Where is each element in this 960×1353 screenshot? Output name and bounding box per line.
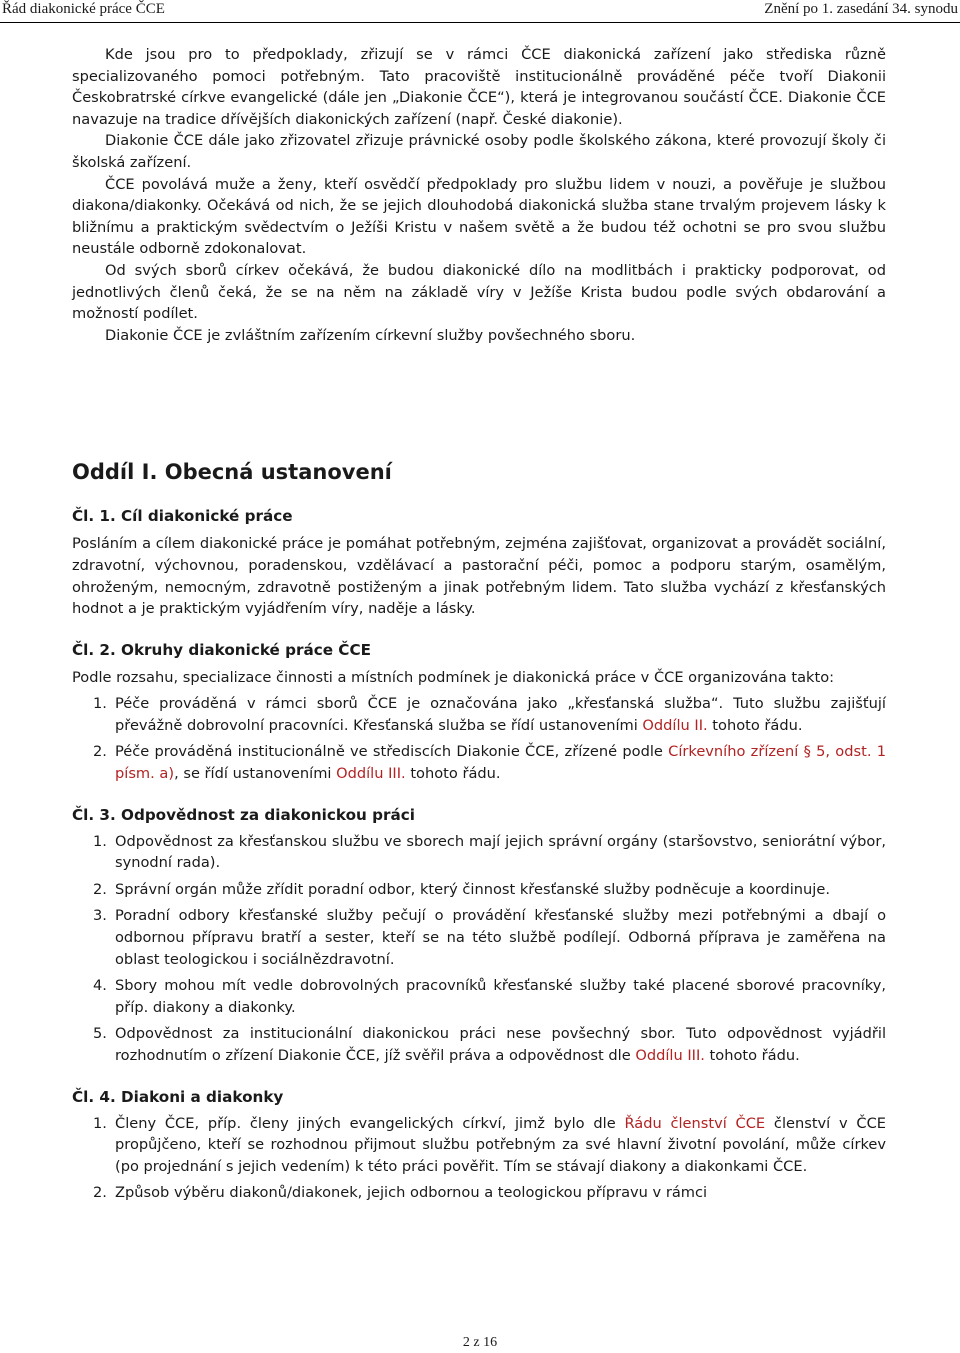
intro-paragraph: ČCE povolává muže a ženy, kteří osvědčí předpoklady pro službu lidem v nouzi, a pověřuje je službou diakona/diakonky. Očekává od nich, že se jejich dlouhodobá diakonická služba stane trvalým projevem lásky k bližnímu a praktickým svědectvím o Ježíši Kristu v našem světě a že budou též ochotni se pro svou službu neustále odborně zdokonalovat. [72,175,886,258]
intro-paragraph: Diakonie ČCE dále jako zřizovatel zřizuje právnické osoby podle školského zákona, které provozují školy či školská zařízení. [72,132,886,171]
list-item [72,693,886,736]
article-4-list [72,1113,886,1204]
intro-paragraph: Kde jsou pro to předpoklady, zřizují se v rámci ČCE diakonická zařízení jako střediska různě specializovaného pomoci potřebným. Tato pracoviště institucionálně prováděné péče tvoří Diakonii Českobratrské církve evangelické (dále jen „Diakonie ČCE“), která je integrovanou součástí ČCE. Diakonie ČCE navazuje na tradice dřívějších diakonických zařízení (např. České diakonie). [72,46,886,128]
list-item [72,741,886,784]
header-version: Znění po 1. zasedání 34. synodu [764,1,958,17]
list-text: tohoto řádu. [707,716,803,734]
article-1-title: Čl. 1. Cíl diakonické práce [72,507,293,526]
list-item [72,975,886,1018]
intro-paragraph: Diakonie ČCE je zvláštním zařízením církevní služby povšechného sboru. [105,326,636,344]
article-4-title: Čl. 4. Diakoni a diakonky [72,1087,284,1106]
intro [72,44,886,346]
list-number: 5. [93,1025,107,1043]
intro-paragraph: Od svých sborů církev očekává, že budou diakonické dílo na modlitbách i prakticky podporovat, od jednotlivých členů čeká, že se na něm na základě víry v Ježíše Krista budou podle svých obdarování a možností podílet. [72,261,886,323]
list-item [72,1182,886,1204]
article-1-text: Posláním a cílem diakonické práce je pomáhat potřebným, zejména zajišťovat, organizovat a provádět sociální, zdravotní, výchovnou, poradenskou, vzdělávací a pastorační péči, pomoc a podporu starým, osamělým, ohroženým, nemocným, zdravotně postiženým a jinak potřebným lidem. Tato služba vychází z křesťanských hodnot a je praktickým vyjádřením víry, naděje a lásky. [72,535,886,618]
link-oddil-2[interactable]: Oddílu II. [642,716,708,734]
page-number: 2 z 16 [462,1335,498,1350]
article-2-list [72,693,886,784]
header-document-title: Řád diakonické práce ČCE [2,1,165,17]
link-rad-clenstvi[interactable]: Řádu členství ČCE [624,1114,766,1132]
list-text: Správní orgán může zřídit poradní odbor, který činnost křesťanské služby podněcuje a koordinuje. [115,880,830,898]
list-item [72,1113,886,1178]
list-number: 2. [93,1184,107,1202]
article-3-list [72,831,886,1067]
list-item [72,831,886,874]
list-item [72,1023,886,1066]
list-text: členství v ČCE propůjčeno, kteří se rozhodnou přijmout službu potřebným za své hlavní životní povolání, může církev (po projednání s jejich vedením) k této práci pověřit. Tím se stávají diakony a diakonkami ČCE. [115,1114,886,1175]
section-title: Oddíl I. Obecná ustanovení [72,460,392,485]
list-item [72,905,886,970]
list-text: tohoto řádu. [704,1047,800,1064]
link-oddil-3[interactable]: Oddílu III. [336,765,406,783]
list-text: Péče prováděná institucionálně ve střediscích Diakonie ČCE, zřízené podle [115,743,669,761]
list-text: tohoto řádu. [405,765,501,783]
list-text: Odpovědnost za institucionální diakonickou práci nese povšechný sbor. Tuto odpovědnost vyjádřil rozhodnutím o zřízení Diakonie ČCE, jíž svěřil práva a odpovědnost dle [115,1025,886,1064]
document-body [72,44,886,1209]
list-number: 1. [93,695,107,713]
list-number: 4. [93,977,107,995]
list-number: 2. [93,743,107,761]
list-number: 2. [93,880,107,898]
link-cirkevni-zrizeni[interactable]: Církevního zřízení § 5, odst. 1 písm. a) [115,743,887,783]
article-3-title: Čl. 3. Odpovědnost za diakonickou práci [72,805,415,824]
list-text: Odpovědnost za křesťanskou službu ve sborech mají jejich správní orgány (staršovstvo, seniorátní výbor, synodní rada). [115,832,886,872]
article-2-title: Čl. 2. Okruhy diakonické práce ČCE [72,640,371,659]
list-number: 1. [93,832,107,850]
list-item [72,879,886,901]
list-number: 3. [93,907,107,925]
page-header [0,0,960,23]
list-number: 1. [93,1114,107,1132]
list-text: Členy ČCE, příp. členy jiných evangelických církví, jimž bylo dle [115,1114,625,1132]
link-oddil-3[interactable]: Oddílu III. [635,1047,705,1064]
list-text: Poradní odbory křesťanské služby pečují o provádění křesťanské služby mezi potřebnými a dbají o odbornou přípravu bratří a sester, kteří se na této službě podílejí. Odborná příprava je zaměřena na oblast teologickou i sociálnězdravotní. [115,907,886,968]
list-text: Způsob výběru diakonů/diakonek, jejich odbornou a teologickou přípravu v rámci [115,1184,708,1202]
list-text: , se řídí ustanoveními [174,765,337,783]
list-text: Péče prováděná v rámci sborů ČCE je označována jako „křesťanská služba“. Tuto službu zajišťují převážně dobrovolní pracovníci. Křesťanská služba se řídí ustanoveními [115,695,886,734]
article-2-intro: Podle rozsahu, specializace činnosti a místních podmínek je diakonická práce v ČCE organizována takto: [72,668,835,686]
list-text: Sbory mohou mít vedle dobrovolných pracovníků křesťanské služby také placené sborové pracovníky, příp. diakony a diakonky. [115,977,886,1016]
